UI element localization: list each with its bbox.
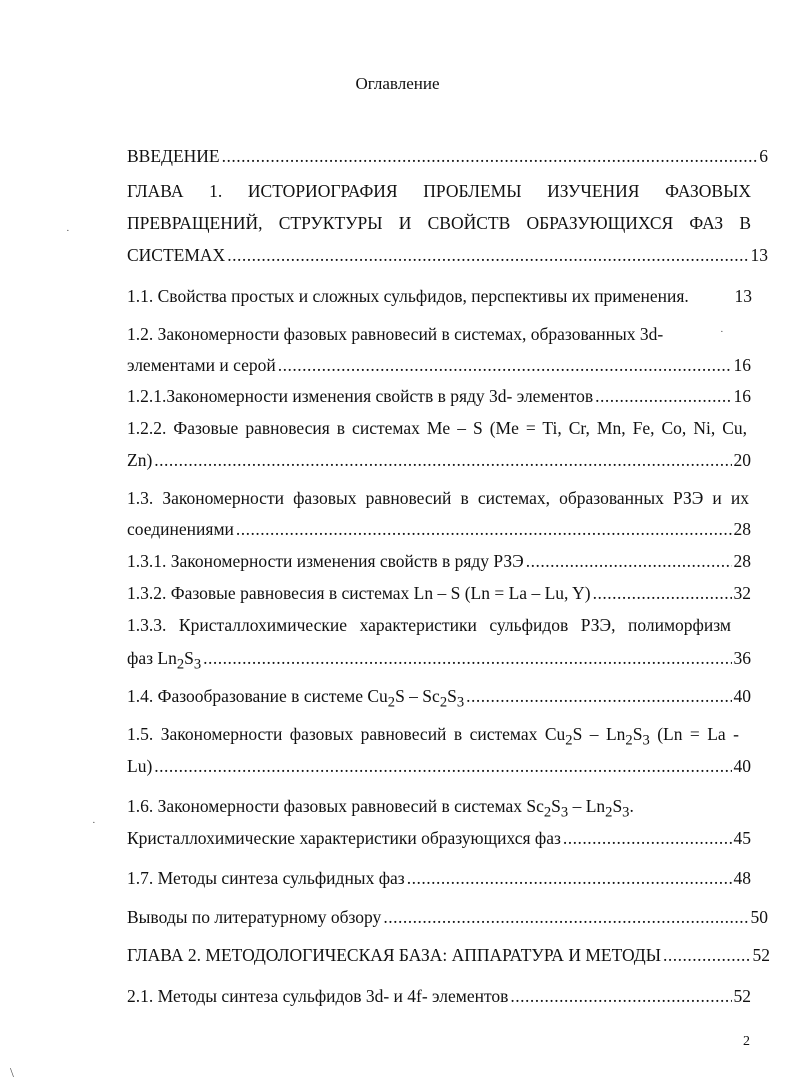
toc-entry-text: Zn) <box>127 450 153 470</box>
toc-leader <box>383 906 748 928</box>
toc-leader <box>526 550 732 572</box>
toc-page: 52 <box>733 986 751 1006</box>
toc-chapter1-line2[interactable]: ПРЕВРАЩЕНИЙ, СТРУКТУРЫ И СВОЙСТВ ОБРАЗУЮЩИХСЯ ФАЗ В <box>127 213 751 233</box>
toc-leader <box>510 985 731 1007</box>
toc-entry-text: ВВЕДЕНИЕ <box>127 146 220 166</box>
toc-entry-text: Выводы по литературному обзору <box>127 907 382 927</box>
toc-entry-text: 1.2.1.Закономерности изменения свойств в ряду 3d- элементов <box>127 386 594 406</box>
toc-page: 16 <box>733 386 751 406</box>
toc-leader <box>466 685 731 707</box>
toc-entry-1-2-line1[interactable]: 1.2. Закономерности фазовых равновесий в системах, образованных 3d- <box>127 324 664 344</box>
toc-leader <box>595 385 731 407</box>
page-number: 2 <box>743 1034 750 1049</box>
scan-speck: · <box>92 817 96 829</box>
scan-speck: · <box>66 225 70 237</box>
toc-page: 40 <box>733 686 751 706</box>
toc-entry-1-2-1[interactable] <box>127 385 751 407</box>
toc-leader <box>203 647 731 669</box>
toc-page: 16 <box>733 355 751 375</box>
toc-page: 40 <box>733 756 751 776</box>
toc-entry-1-4[interactable] <box>127 685 751 714</box>
toc-page: 28 <box>733 551 751 571</box>
toc-page: 45 <box>733 828 751 848</box>
toc-leader <box>278 354 732 376</box>
toc-page: 13 <box>734 286 752 306</box>
toc-page: 50 <box>750 907 768 927</box>
toc-leader <box>154 449 731 471</box>
scan-mark: \ <box>10 1066 14 1081</box>
toc-entry-1-3-line1[interactable]: 1.3. Закономерности фазовых равновесий в системах, образованных РЗЭ и их <box>127 488 749 508</box>
toc-entry-1-7[interactable] <box>127 867 751 889</box>
toc-entry-text: 1.1. Свойства простых и сложных сульфидов, перспективы их применения. <box>127 286 689 306</box>
toc-leader <box>236 518 732 540</box>
toc-entry-2-1[interactable] <box>127 985 751 1007</box>
toc-entry-1-1[interactable] <box>127 285 752 307</box>
toc-page: 36 <box>733 648 751 668</box>
toc-entry-text: элементами и серой <box>127 355 276 375</box>
page-title: Оглавление <box>355 74 440 93</box>
toc-page: 6 <box>759 146 768 166</box>
toc-entry-1-3-2[interactable] <box>127 582 751 604</box>
toc-entry-text: 1.7. Методы синтеза сульфидных фаз <box>127 868 405 888</box>
toc-entry-1-3-1[interactable] <box>127 550 751 572</box>
toc-entry-text: соединениями <box>127 519 234 539</box>
toc-leader <box>154 755 731 777</box>
toc-entry-text: 1.4. Фазообразование в системе $Cu_2S - Sc_2S_3$ <box>127 686 465 711</box>
toc-entry-1-5-line1[interactable]: 1.5. Закономерности фазовых равновесий в системах $Cu_2S - Ln_2S_3$ (Ln = La - <box>127 724 739 749</box>
toc-page: 52 <box>752 945 770 965</box>
toc-entry-1-6[interactable] <box>127 827 751 849</box>
toc-entry-conclusions[interactable] <box>127 906 768 928</box>
toc-leader <box>563 827 732 849</box>
toc-entry-text: Lu) <box>127 756 153 776</box>
toc-entry-text: СИСТЕМАХ <box>127 245 226 265</box>
toc-leader <box>222 145 758 167</box>
toc-entry-1-2-2[interactable] <box>127 449 751 471</box>
toc-entry-1-5[interactable] <box>127 755 751 777</box>
toc-leader <box>227 244 748 266</box>
toc-page: 28 <box>733 519 751 539</box>
toc-entry-1-3-3[interactable] <box>127 647 751 676</box>
toc-chapter1-line1[interactable]: ГЛАВА 1. ИСТОРИОГРАФИЯ ПРОБЛЕМЫ ИЗУЧЕНИЯ ФАЗОВЫХ <box>127 181 751 201</box>
toc-leader <box>407 867 732 889</box>
toc-entry-text: 2.1. Методы синтеза сульфидов 3d- и 4f- элементов <box>127 986 509 1006</box>
toc-leader <box>663 944 750 966</box>
toc-entry-text: 1.3.1. Закономерности изменения свойств в ряду РЗЭ <box>127 551 524 571</box>
scan-speck: · <box>720 326 724 338</box>
toc-entry-text: фаз $Ln_2S_3$ <box>127 648 202 673</box>
toc-entry-1-2-2-line1[interactable]: 1.2.2. Фазовые равновесия в системах Me – S (Me = Ti, Cr, Mn, Fe, Co, Ni, Cu, <box>127 418 747 438</box>
toc-entry-chapter2[interactable] <box>127 944 770 966</box>
toc-entry-text: 1.3.2. Фазовые равновесия в системах Ln – S (Ln = La – Lu, Y) <box>127 583 591 603</box>
toc-entry-1-2[interactable] <box>127 354 751 376</box>
toc-page: 13 <box>750 245 768 265</box>
toc-entry-1-3-3-line1[interactable]: 1.3.3. Кристаллохимические характеристики сульфидов РЗЭ, полиморфизм <box>127 615 731 635</box>
toc-entry-intro[interactable] <box>127 145 768 167</box>
toc-entry-text: Кристаллохимические характеристики образующихся фаз <box>127 828 561 848</box>
toc-entry-text: ГЛАВА 2. МЕТОДОЛОГИЧЕСКАЯ БАЗА: АППАРАТУРА И МЕТОДЫ <box>127 945 662 965</box>
toc-leader <box>593 582 732 604</box>
toc-page: 48 <box>733 868 751 888</box>
toc-entry-1-3[interactable] <box>127 518 751 540</box>
toc-entry-1-6-line1[interactable]: 1.6. Закономерности фазовых равновесий в системах $Sc_2S_3 - Ln_2S_3$. <box>127 796 634 821</box>
toc-entry-chapter1[interactable] <box>127 244 768 266</box>
toc-page: 32 <box>733 583 751 603</box>
toc-page: 20 <box>733 450 751 470</box>
